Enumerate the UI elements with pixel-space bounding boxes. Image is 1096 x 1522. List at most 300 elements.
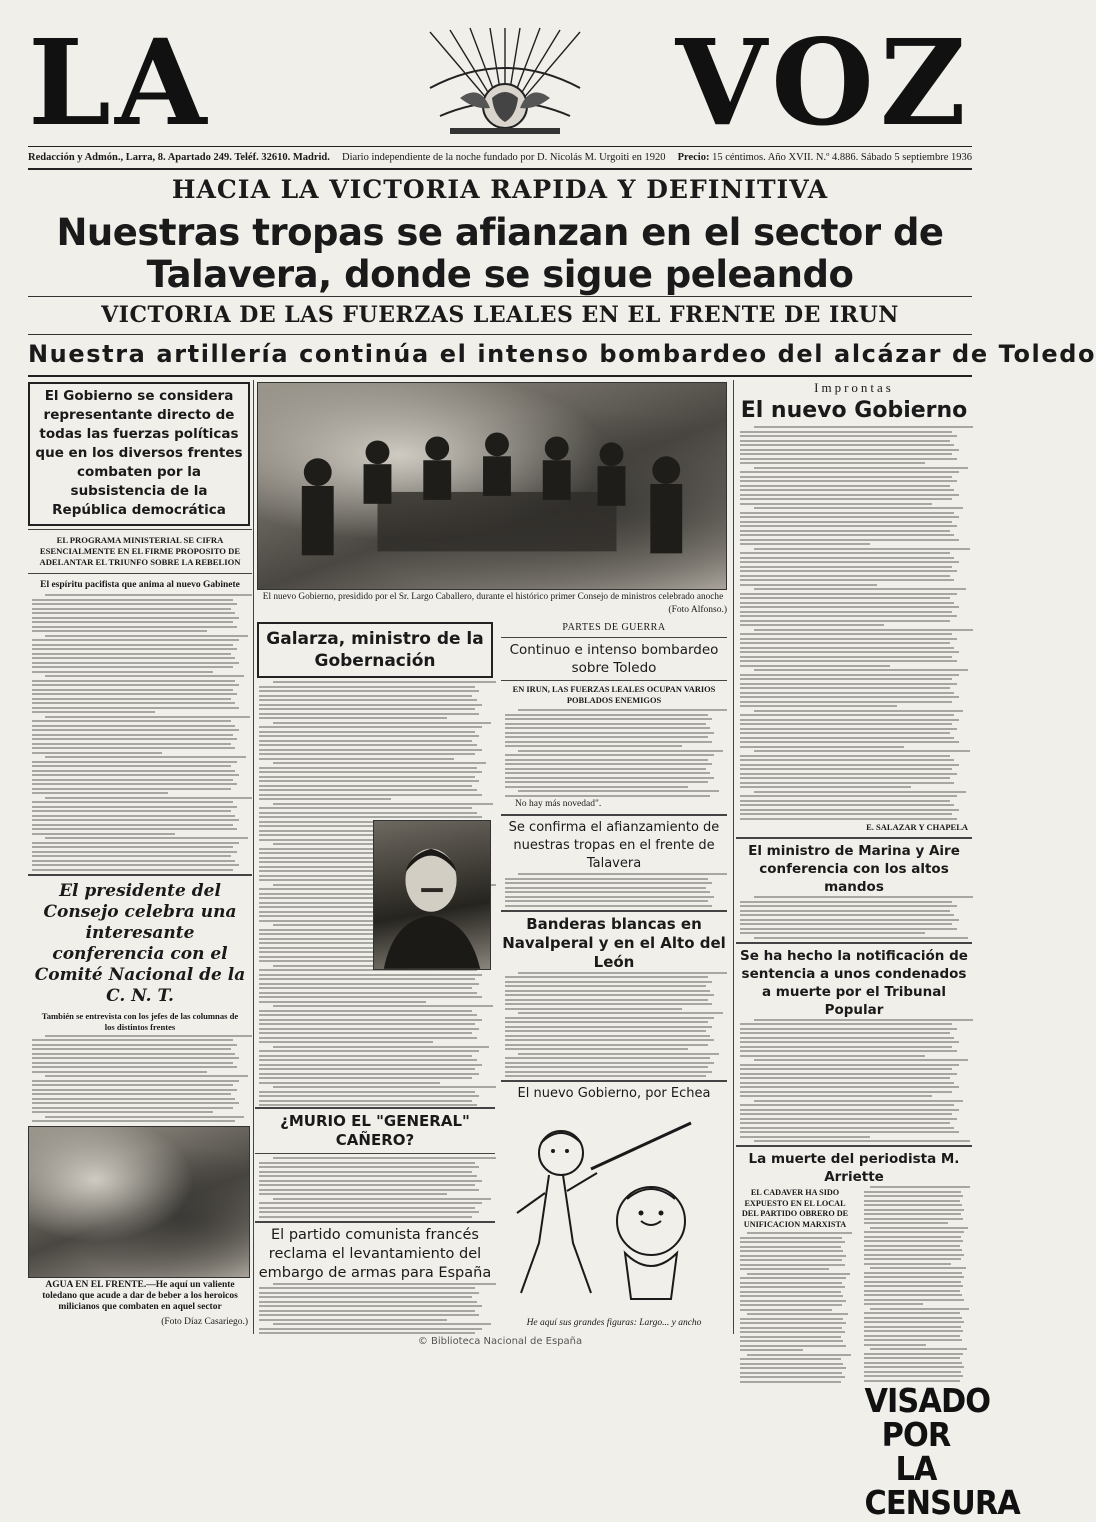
text-line: [864, 1254, 964, 1256]
text-line: [864, 1362, 962, 1364]
text-line: [864, 1263, 951, 1265]
text-line: [740, 773, 957, 775]
text-line: [32, 743, 231, 745]
text-line: [259, 1041, 433, 1043]
text-line: [740, 1376, 845, 1378]
text-line: [518, 972, 727, 974]
text-line: [747, 1354, 852, 1356]
text-line: [740, 1095, 932, 1097]
censorship-stamp: VISADO POR LA CENSURA: [864, 1381, 1020, 1522]
text-line: [273, 1323, 491, 1325]
text-line: [518, 790, 719, 792]
text-line: [754, 896, 973, 898]
text-line: [505, 1062, 714, 1064]
article-body-text: [505, 873, 723, 907]
text-line: [505, 1021, 708, 1023]
text-line: [518, 1053, 719, 1055]
galarza-portrait-figure: [374, 821, 490, 969]
text-line: [740, 476, 952, 478]
text-line: [864, 1299, 964, 1301]
bombardeo-headline: Continuo e intenso bombardeo sobre Toledo: [509, 642, 719, 676]
text-line: [740, 1122, 950, 1124]
text-line: [259, 1023, 475, 1025]
text-line: [505, 759, 708, 761]
text-line: [740, 525, 957, 527]
text-line: [864, 1357, 960, 1359]
text-line: [754, 669, 968, 671]
article-signature: E. SALAZAR Y CHAPELA: [866, 822, 968, 832]
headline-rule: [28, 334, 972, 335]
text-line: [32, 752, 162, 754]
text-line: [32, 689, 233, 691]
text-line: [259, 798, 391, 800]
espiritu-subhead: El espíritu pacifista que anima al nuevo Gabinete: [40, 580, 240, 590]
text-line: [259, 717, 447, 719]
text-line: [740, 521, 952, 523]
text-line: [740, 692, 954, 694]
gobierno-photo-figures: [258, 383, 726, 589]
text-line: [273, 722, 491, 724]
text-line: [505, 896, 714, 898]
text-line: [740, 928, 957, 930]
text-line: [740, 1032, 950, 1034]
text-line: [505, 994, 714, 996]
text-line: [505, 1071, 712, 1073]
text-line: [754, 937, 968, 939]
text-line: [754, 467, 968, 469]
text-line: [45, 675, 244, 677]
text-line: [505, 999, 708, 1001]
text-line: [505, 1017, 714, 1019]
text-line: [32, 779, 233, 781]
text-line: [740, 1068, 952, 1070]
gobierno-photo-caption: El nuevo Gobierno, presidido por el Sr. Largo Caballero, durante el histórico primer Consejo de ministros celebrado anoche: [262, 592, 724, 602]
text-line: [259, 1301, 477, 1303]
text-line: [740, 656, 952, 658]
text-line: [505, 905, 712, 907]
text-line: [518, 873, 727, 875]
text-line: [740, 611, 952, 613]
text-line: [259, 1211, 479, 1213]
text-line: [740, 620, 950, 622]
text-line: [740, 1331, 845, 1333]
text-line: [740, 1322, 846, 1324]
text-line: [32, 608, 231, 610]
agua-photo-caption: AGUA EN EL FRENTE.—He aquí un valiente toledano que acude a dar de beber a los heroicos milicianos que combaten en aquel sector: [42, 1280, 238, 1312]
text-line: [740, 1073, 957, 1075]
text-line: [740, 759, 954, 761]
text-line: [32, 626, 237, 628]
text-line: [740, 1349, 803, 1351]
text-line: [747, 1273, 850, 1275]
text-line: [740, 1237, 842, 1239]
text-line: [740, 914, 954, 916]
text-line: [259, 807, 472, 809]
text-line: [740, 1041, 959, 1043]
text-line: [505, 1039, 714, 1041]
text-line: [754, 710, 964, 712]
text-line: [740, 678, 952, 680]
text-line: [864, 1236, 961, 1238]
text-line: [273, 762, 486, 764]
text-line: [740, 435, 957, 437]
text-line: [505, 777, 714, 779]
text-line: [740, 1286, 845, 1288]
text-line: [740, 683, 957, 685]
irun-subhead: EN IRUN, LAS FUERZAS LEALES OCUPAN VARIOS POBLADOS ENEMIGOS: [512, 685, 716, 705]
text-line: [740, 795, 957, 797]
text-line: [32, 671, 213, 673]
text-line: [259, 785, 472, 787]
galarza-article: [255, 622, 495, 1109]
text-line: [32, 653, 231, 655]
text-line: [864, 1209, 964, 1211]
text-line: [740, 728, 957, 730]
text-line: [740, 1118, 957, 1120]
text-line: [864, 1326, 961, 1328]
text-line: [740, 579, 954, 581]
text-line: [32, 684, 239, 686]
text-line: [32, 639, 239, 641]
text-line: [32, 819, 239, 821]
text-line: [740, 1091, 952, 1093]
text-line: [259, 1180, 482, 1182]
arriette-headline: La muerte del periodista M. Arriette: [748, 1151, 960, 1185]
article-body-text: [259, 1283, 491, 1335]
text-line: [259, 1319, 447, 1321]
partes-article: [501, 622, 727, 1331]
article-body-text: [740, 1232, 850, 1383]
text-line: [505, 763, 712, 765]
text-line: [505, 1048, 688, 1050]
text-line: [740, 570, 957, 572]
text-line: [864, 1294, 962, 1296]
text-line: [32, 729, 239, 731]
text-line: [740, 660, 957, 662]
text-line: [259, 1171, 472, 1173]
headline-toledo: Nuestra artillería continúa el intenso bombardeo del alcázar de Toledo: [28, 340, 1096, 368]
text-line: [740, 919, 959, 921]
text-line: [740, 1268, 829, 1270]
text-line: [32, 788, 231, 790]
text-line: [259, 1296, 472, 1298]
text-line: [32, 720, 231, 722]
text-line: [870, 1186, 970, 1188]
article-body-text: [864, 1186, 968, 1382]
text-line: [864, 1240, 963, 1242]
text-line: [740, 1109, 959, 1111]
text-line: [518, 709, 727, 711]
text-line: [259, 1189, 479, 1191]
text-line: [505, 786, 688, 788]
text-line: [32, 747, 235, 749]
text-line: [259, 744, 477, 746]
text-line: [259, 726, 482, 728]
text-line: [32, 1098, 235, 1100]
text-line: [45, 756, 246, 758]
text-line: [273, 681, 496, 683]
text-line: [740, 723, 952, 725]
text-line: [32, 599, 233, 601]
article-body-text: [505, 709, 723, 797]
text-line: [754, 1019, 973, 1021]
echea-cartoon: [501, 1103, 727, 1311]
text-line: [259, 1287, 475, 1289]
text-line: [259, 713, 479, 715]
text-line: [505, 990, 710, 992]
text-line: [45, 1075, 248, 1077]
bombardeo-last-line: No hay más novedad".: [515, 799, 602, 809]
text-line: [864, 1191, 961, 1193]
infobar-rule: [28, 168, 972, 170]
text-line: [259, 978, 475, 980]
text-line: [740, 1131, 959, 1133]
text-line: [32, 806, 237, 808]
text-line: [740, 557, 954, 559]
text-line: [740, 485, 950, 487]
text-line: [259, 1292, 479, 1294]
text-line: [740, 1077, 950, 1079]
text-line: [740, 813, 952, 815]
text-line: [273, 1046, 489, 1048]
text-line: [259, 1202, 482, 1204]
text-line: [259, 1314, 479, 1316]
text-line: [754, 1100, 964, 1102]
text-line: [45, 716, 250, 718]
murio-headline: ¿MURIO EL "GENERAL" CAÑERO?: [280, 1112, 470, 1149]
text-line: [32, 1107, 233, 1109]
text-line: [505, 1057, 710, 1059]
text-line: [273, 1005, 493, 1007]
text-line: [740, 1082, 954, 1084]
text-line: [740, 539, 959, 541]
text-line: [32, 1062, 233, 1064]
text-line: [740, 674, 959, 676]
text-line: [259, 1207, 475, 1209]
text-line: [740, 1246, 841, 1248]
text-line: [740, 1277, 846, 1279]
agua-photo-credit: (Foto Díaz Casariego.): [161, 1317, 248, 1327]
masthead-issue: 15 céntimos. Año XVII. N.º 4.886. Sábado 5 septiembre 1936: [712, 151, 972, 163]
text-line: [32, 1093, 231, 1095]
text-line: [740, 1363, 843, 1365]
text-line: [505, 795, 710, 797]
text-line: [259, 1032, 472, 1034]
text-line: [740, 449, 959, 451]
text-line: [32, 864, 239, 866]
text-line: [740, 1050, 957, 1052]
text-line: [259, 1175, 477, 1177]
text-line: [45, 635, 248, 637]
text-line: [505, 754, 714, 756]
text-line: [259, 1095, 479, 1097]
article-body-text: [740, 1019, 968, 1143]
text-line: [259, 1064, 482, 1066]
text-line: [864, 1231, 964, 1233]
text-line: [259, 987, 472, 989]
text-line: [870, 1348, 967, 1350]
text-line: [870, 1267, 966, 1269]
text-line: [32, 1039, 233, 1041]
text-line: [505, 741, 712, 743]
text-line: [864, 1195, 963, 1197]
text-line: [259, 1077, 472, 1079]
text-line: [740, 746, 904, 748]
text-line: [740, 431, 952, 433]
text-line: [259, 992, 477, 994]
text-line: [32, 1044, 237, 1046]
column-rule: [253, 380, 254, 1334]
text-line: [754, 629, 973, 631]
talavera-headline: Se confirma el afianzamiento de nuestras tropas en el frente de Talavera: [508, 820, 720, 871]
text-line: [740, 624, 884, 626]
text-line: [32, 621, 233, 623]
text-line: [740, 777, 950, 779]
text-line: [259, 1328, 482, 1330]
text-line: [740, 804, 954, 806]
text-line: [32, 666, 233, 668]
text-line: [259, 758, 454, 760]
text-line: [259, 812, 477, 814]
text-line: [505, 976, 708, 978]
murio-article: [255, 1104, 495, 1337]
text-line: [740, 1055, 925, 1057]
text-line: [505, 887, 706, 889]
text-line: [754, 548, 971, 550]
text-line: [864, 1249, 962, 1251]
text-line: [259, 749, 482, 751]
text-line: [740, 480, 957, 482]
text-line: [505, 1075, 706, 1077]
text-line: [32, 855, 231, 857]
text-line: [740, 503, 932, 505]
text-line: [740, 1367, 846, 1369]
text-line: [273, 1157, 496, 1159]
headline-rule: [28, 375, 972, 377]
text-line: [864, 1366, 964, 1368]
left-column: [28, 378, 252, 1334]
text-line: [740, 809, 959, 811]
text-line: [32, 1089, 237, 1091]
text-line: [32, 1053, 235, 1055]
text-line: [45, 594, 252, 596]
text-line: [259, 794, 482, 796]
text-line: [740, 453, 952, 455]
text-line: [754, 750, 971, 752]
text-line: [259, 740, 472, 742]
masthead-rule: [28, 146, 972, 147]
improntas-label: Improntas: [814, 380, 894, 395]
text-line: [740, 471, 959, 473]
right-column: [736, 378, 1020, 1522]
text-line: [505, 981, 712, 983]
text-line: [740, 1086, 959, 1088]
text-line: [740, 602, 954, 604]
text-line: [740, 719, 959, 721]
gobierno-photo: [257, 382, 727, 590]
text-line: [740, 575, 950, 577]
text-line: [32, 662, 239, 664]
text-line: [740, 1295, 843, 1297]
text-line: [740, 732, 950, 734]
text-line: [740, 638, 957, 640]
text-line: [740, 462, 925, 464]
article-body-text: [740, 426, 968, 820]
text-line: [870, 1227, 968, 1229]
text-line: [740, 543, 870, 545]
text-line: [740, 530, 950, 532]
text-line: [740, 665, 890, 667]
banderas-headline: Banderas blancas en Navalperal y en el Alto del León: [502, 914, 726, 971]
text-line: [259, 974, 482, 976]
text-line: [32, 783, 237, 785]
text-line: [32, 1080, 239, 1082]
text-line: [864, 1330, 963, 1332]
text-line: [740, 1241, 845, 1243]
text-line: [505, 1003, 712, 1005]
text-line: [864, 1204, 962, 1206]
center-column: [255, 378, 731, 1334]
text-line: [32, 1048, 231, 1050]
text-line: [259, 690, 479, 692]
text-line: [32, 738, 237, 740]
text-line: [740, 1136, 870, 1138]
text-line: [740, 584, 877, 586]
headline-kicker: HACIA LA VICTORIA RAPIDA Y DEFINITIVA: [171, 175, 829, 204]
text-line: [32, 612, 235, 614]
text-line: [259, 686, 475, 688]
text-line: [32, 801, 233, 803]
text-line: [747, 1232, 853, 1234]
text-line: [259, 789, 477, 791]
text-line: [32, 824, 233, 826]
text-line: [259, 1162, 475, 1164]
text-line: [32, 770, 235, 772]
text-line: [505, 745, 682, 747]
text-line: [740, 1255, 846, 1257]
text-line: [259, 1310, 475, 1312]
text-line: [259, 1010, 472, 1012]
text-line: [864, 1213, 961, 1215]
text-line: [259, 735, 479, 737]
text-line: [740, 606, 959, 608]
text-line: [32, 828, 237, 830]
text-line: [505, 1066, 708, 1068]
text-line: [740, 651, 959, 653]
text-line: [259, 699, 477, 701]
text-line: [740, 566, 952, 568]
text-line: [740, 755, 950, 757]
marina-headline: El ministro de Marina y Aire conferencia con los altos mandos: [748, 843, 960, 895]
text-line: [740, 1127, 954, 1129]
text-line: [740, 910, 950, 912]
text-line: [259, 1073, 479, 1075]
text-line: [740, 593, 957, 595]
text-line: [273, 803, 493, 805]
text-line: [740, 1327, 842, 1329]
text-line: [505, 1008, 682, 1010]
text-line: [754, 1140, 971, 1142]
article-body-text: [505, 972, 723, 1078]
text-line: [259, 776, 475, 778]
masthead-founded: Diario independiente de la noche fundado por D. Nicolás M. Urgoiti en 1920: [342, 151, 666, 163]
text-line: [740, 552, 950, 554]
text-line: [32, 1102, 239, 1104]
text-line: [259, 816, 482, 818]
masthead-title-la: LA: [28, 13, 211, 152]
masthead-price-label: Precio:: [677, 151, 710, 163]
text-line: [740, 1304, 842, 1306]
